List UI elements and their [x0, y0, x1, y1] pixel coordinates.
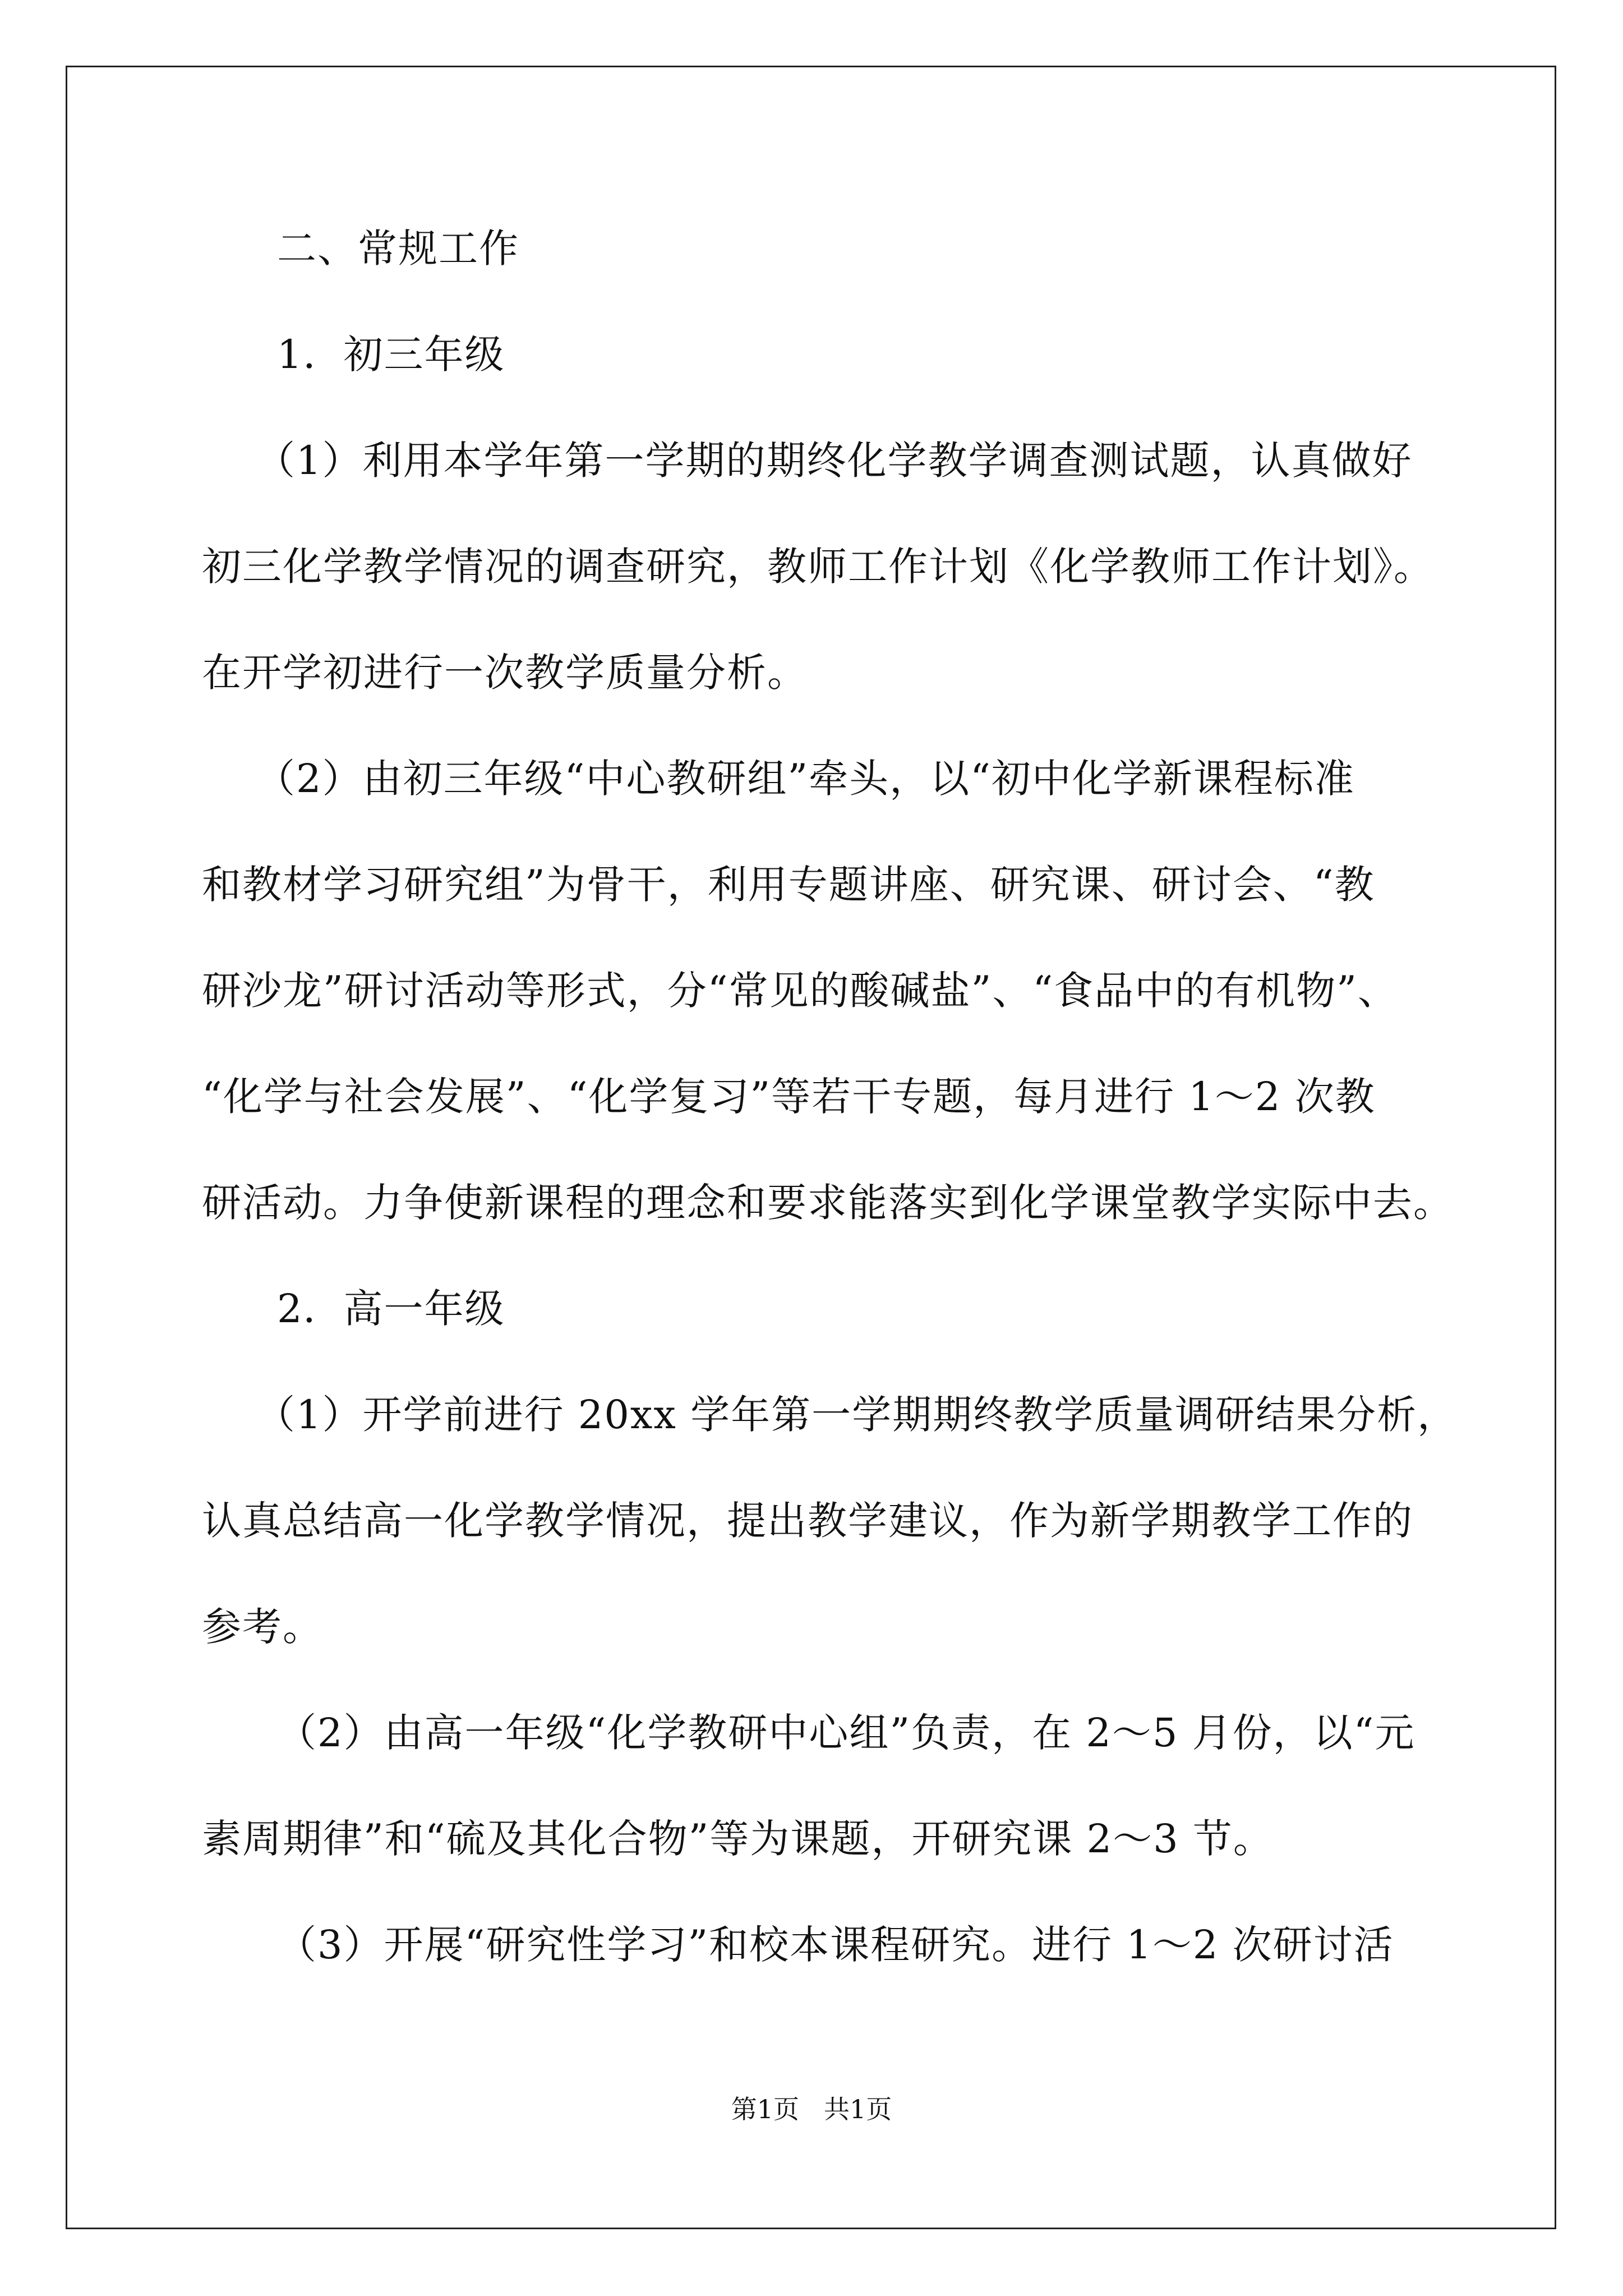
paragraph-line: 参考。	[202, 1604, 323, 1650]
page-border	[66, 66, 1556, 2229]
paragraph-line: 认真总结高一化学教学情况，提出教学建议，作为新学期教学工作的	[202, 1498, 1413, 1544]
subheading-grade-9: 1．初三年级	[277, 332, 505, 378]
paragraph-line: 素周期律”和“硫及其化合物”等为课题，开研究课 2～3 节。	[202, 1816, 1274, 1862]
page-footer	[0, 2092, 1623, 2126]
paragraph-line: 研活动。力争使新课程的理念和要求能落实到化学课堂教学实际中去。	[202, 1180, 1454, 1226]
paragraph-line: （2）由初三年级“中心教研组”牵头，以“初中化学新课程标准	[256, 756, 1355, 802]
paragraph-line: （2）由高一年级“化学教研中心组”负责，在 2～5 月份，以“元	[277, 1710, 1415, 1756]
paragraph-line: （3）开展“研究性学习”和校本课程研究。进行 1～2 次研讨活	[277, 1922, 1394, 1968]
paragraph-line: （1）开学前进行 20xx 学年第一学期期终教学质量调研结果分析，	[256, 1392, 1458, 1438]
page-number: 第1页	[731, 2094, 800, 2124]
paragraph-line: 初三化学教学情况的调查研究，教师工作计划《化学教师工作计划》。	[202, 544, 1434, 590]
subheading-grade-10: 2．高一年级	[277, 1286, 505, 1332]
paragraph-line: “化学与社会发展”、“化学复习”等若干专题，每月进行 1～2 次教	[202, 1074, 1376, 1120]
paragraph-line: 在开学初进行一次教学质量分析。	[202, 650, 808, 696]
page-total: 共1页	[823, 2094, 892, 2124]
paragraph-line: 和教材学习研究组”为骨干，利用专题讲座、研究课、研讨会、“教	[202, 862, 1375, 908]
paragraph-line: （1）利用本学年第一学期的期终化学教学调查测试题，认真做好	[256, 438, 1413, 484]
section-heading: 二、常规工作	[277, 226, 519, 272]
paragraph-line: 研沙龙”研讨活动等形式，分“常见的酸碱盐”、“食品中的有机物”、	[202, 968, 1398, 1014]
